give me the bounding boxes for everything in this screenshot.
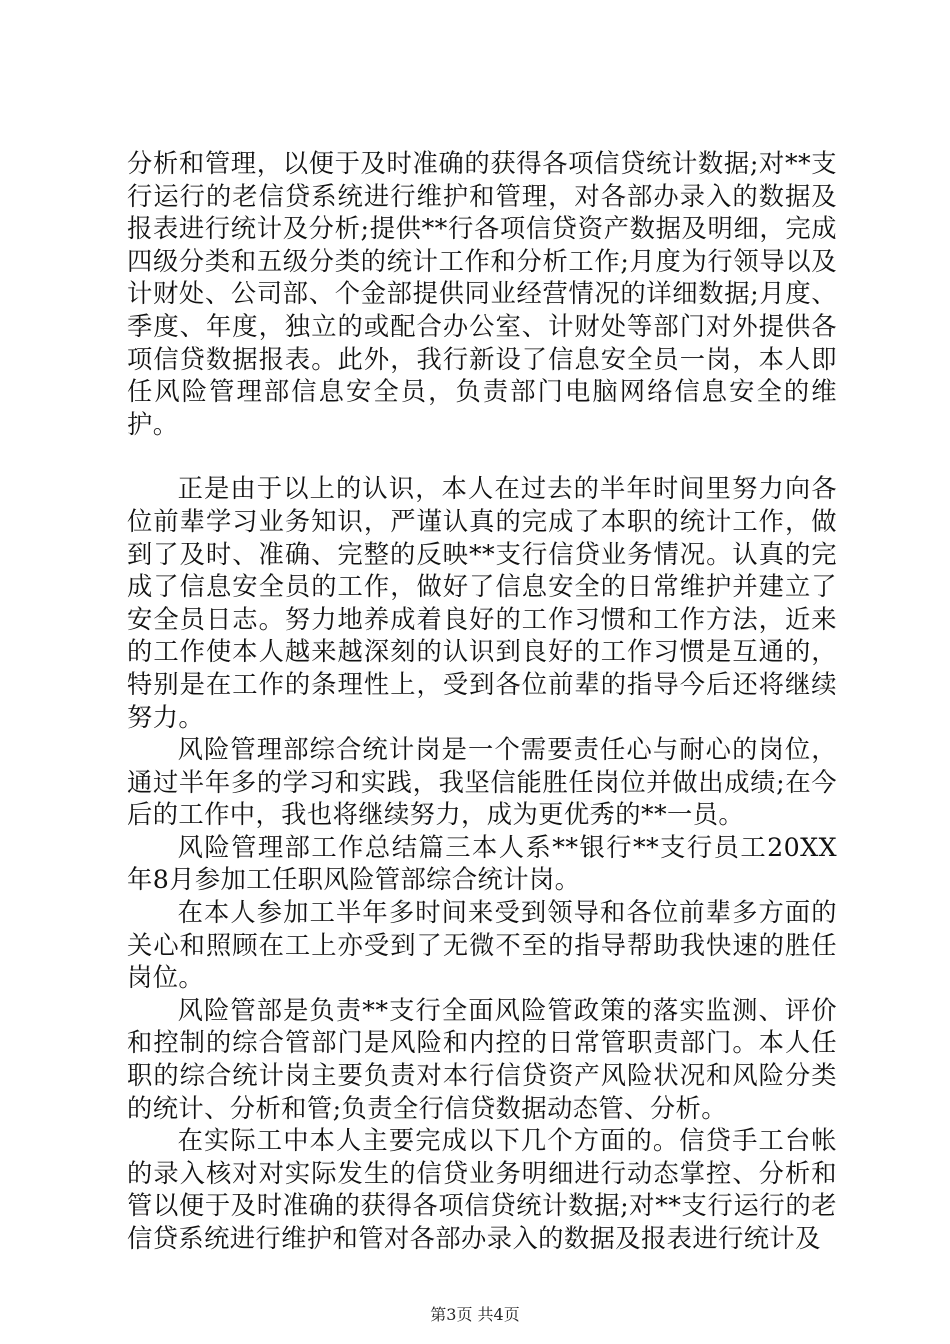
paragraph-7: 在实际工中本人主要完成以下几个方面的。信贷手工台帐的录入核对对实际发生的信贷业务明细进行动态掌控、分析和管以便于及时准确的获得各项信贷统计数据;对**支行运行的老信贷系统进行维护和管对各部办录入的数据及报表进行统计及 [127,1126,837,1253]
paragraph-6: 风险管部是负责**支行全面风险管政策的落实监测、评价和控制的综合管部门是风险和内控的日常管职责部门。本人任职的综合统计岗主要负责对本行信贷资产风险状况和风险分类的统计、分析和管;负责全行信贷数据动态管、分析。 [127,995,837,1123]
paragraph-2: 正是由于以上的认识，本人在过去的半年时间里努力向各位前辈学习业务知识，严谨认真的完成了本职的统计工作，做到了及时、准确、完整的反映**支行信贷业务情况。认真的完成了信息安全员的工作，做好了信息安全的日常维护并建立了安全员日志。努力地养成着良好的工作习惯和工作方法，近来的工作使本人越来越深刻的认识到良好的工作习惯是互通的，特别是在工作的条理性上，受到各位前辈的指导今后还将继续努力。 [127,474,837,732]
paragraph-1: 分析和管理，以便于及时准确的获得各项信贷统计数据;对**支行运行的老信贷系统进行维护和管理，对各部办录入的数据及报表进行统计及分析;提供**行各项信贷资产数据及明细，完成四级分类和五级分类的统计工作和分析工作;月度为行领导以及计财处、公司部、个金部提供同业经营情况的详细数据;月度、季度、年度，独立的或配合办公室、计财处等部门对外提供各项信贷数据报表。此外，我行新设了信息安全员一岗，本人即任风险管理部信息安全员，负责部门电脑网络信息安全的维护。 [127,149,837,439]
paragraph-3: 风险管理部综合统计岗是一个需要责任心与耐心的岗位，通过半年多的学习和实践，我坚信能胜任岗位并做出成绩;在今后的工作中，我也将继续努力，成为更优秀的**一员。 [127,735,837,830]
document-body [127,148,837,1256]
page-number-footer: 第3页 共4页 [430,1305,520,1324]
paragraph-4: 风险管理部工作总结篇三本人系**银行**支行员工20XX年8月参加工任职风险管部综合统计岗。 [127,832,837,895]
paragraph-5: 在本人参加工半年多时间来受到领导和各位前辈多方面的关心和照顾在工上亦受到了无微不至的指导帮助我快速的胜任岗位。 [127,898,837,993]
paragraph-spacer [127,441,837,473]
